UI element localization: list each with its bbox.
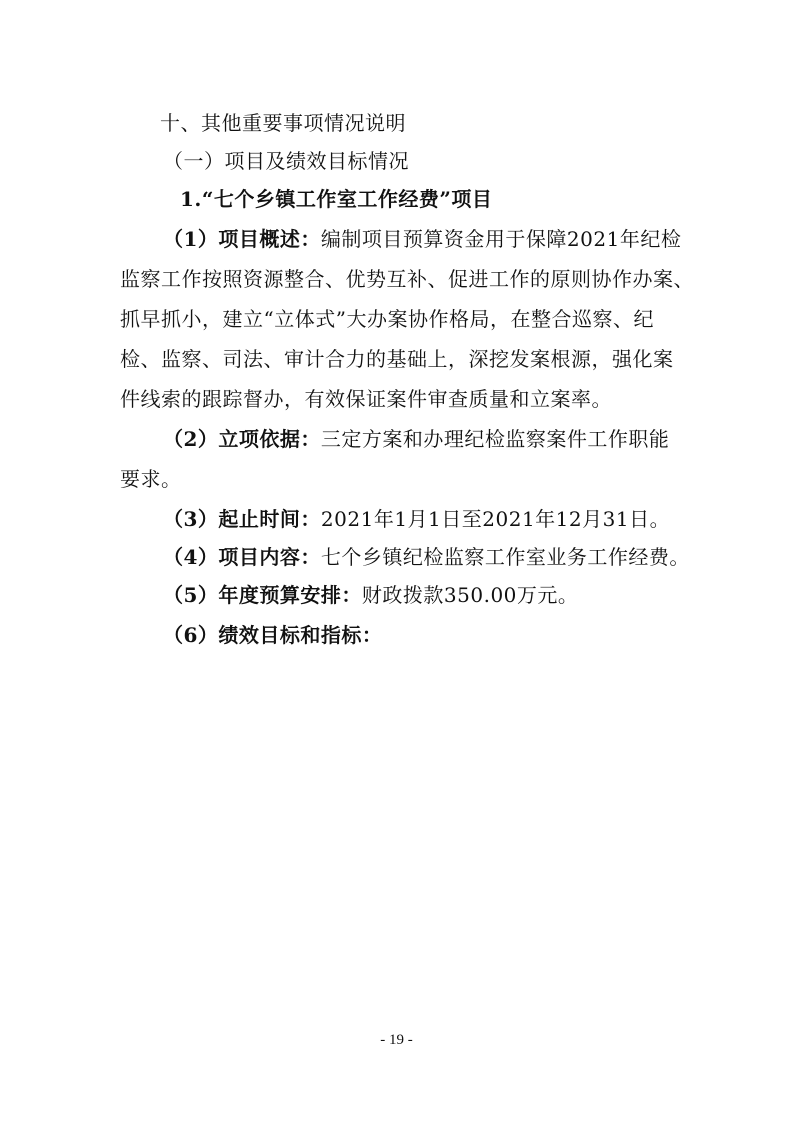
budget-line: [163, 580, 713, 610]
content-line: [163, 542, 713, 572]
basis-line-2: 要求。: [120, 467, 182, 491]
overview-line-5: 件线索的跟踪督办，有效保证案件审查质量和立案率。: [120, 387, 612, 411]
period-label: （3）起止时间：: [163, 507, 321, 531]
overview-label: （1）项目概述：: [163, 227, 321, 251]
overview-line-4: 检、监察、司法、审计合力的基础上，深挖发案根源，强化案: [120, 347, 674, 371]
overview-line-2: 监察工作按照资源整合、优势互补、促进工作的原则协作办案、: [120, 267, 694, 291]
content-text: 七个乡镇纪检监察工作室业务工作经费。: [320, 545, 690, 569]
budget-text: 财政拨款350.00万元。: [361, 583, 579, 607]
item-title: 1.“七个乡镇工作室工作经费”项目: [180, 187, 493, 211]
overview-text-1: 编制项目预算资金用于保障2021年纪检: [320, 227, 682, 251]
subsection-title: （一）项目及绩效目标情况: [163, 149, 409, 173]
basis-text-1: 三定方案和办理纪检监察案件工作职能: [320, 427, 670, 451]
page-number: - 19 -: [380, 1032, 413, 1048]
section-title: 十、其他重要事项情况说明: [160, 111, 406, 135]
goals-label: （6）绩效目标和指标：: [163, 623, 383, 647]
basis-label: （2）立项依据：: [163, 427, 321, 451]
overview-line-3: 抓早抓小，建立“立体式”大办案协作格局，在整合巡察、纪: [120, 307, 654, 331]
overview-line-1: [163, 224, 713, 254]
period-line: [163, 504, 713, 534]
basis-line-1: [163, 424, 713, 454]
goals-line: [163, 620, 713, 650]
content-label: （4）项目内容：: [163, 545, 321, 569]
period-text: 2021年1月1日至2021年12月31日。: [320, 507, 671, 531]
budget-label: （5）年度预算安排：: [163, 583, 362, 607]
